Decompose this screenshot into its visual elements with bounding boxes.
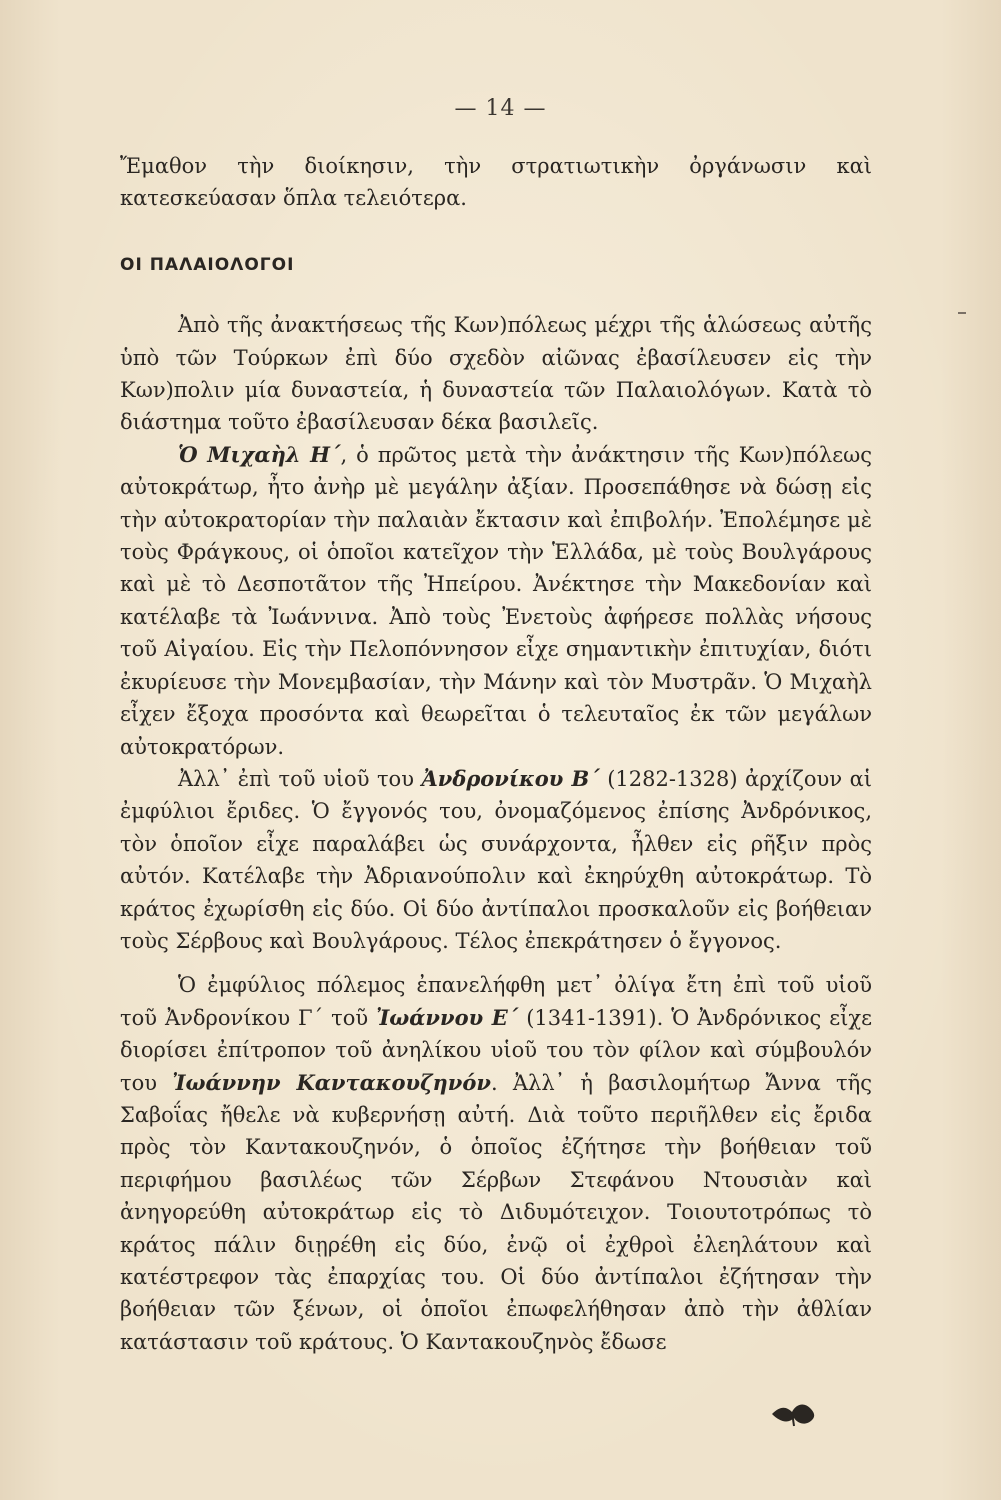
paragraph-4-middle: (1341-1391). Ὁ Ἀνδρόνικος εἶχε διορίσει ἐπίτροπον τοῦ ἀνηλίκου υἱοῦ του τὸν φίλον καὶ σύμβουλόν του (120, 1005, 872, 1095)
paragraph-1: Ἀπὸ τῆς ἀνακτήσεως τῆς Κων)πόλεως μέχρι τῆς ἁλώσεως αὐτῆς ὑπὸ τῶν Τούρκων ἐπὶ δύο σχεδὸν αἰῶνας ἐβασίλευσεν εἰς τὴν Κων)πολιν μία δυναστεία, ἡ δυναστεία τῶν Παλαιολόγων. Κατὰ τὸ διάστημα τοῦτο ἐβασίλευσαν δέκα βασιλεῖς. (120, 313, 872, 435)
paragraph-4-lead: Ὁ ἐμφύλιος πόλεμος ἐπανελήφθη μετ᾿ ὀλίγα ἔτη ἐπὶ τοῦ υἱοῦ τοῦ Ἀνδρονίκου Γ΄ τοῦ (120, 973, 872, 1030)
paragraph-2 (120, 439, 872, 763)
emperor-name-michael: Ὁ Μιχαὴλ Η΄ (178, 441, 341, 467)
paragraph-4-text: . Ἀλλ᾿ ἡ βασιλομήτωρ Ἄννα τῆς Σαβοΐας ἤθελε νὰ κυβερνήσῃ αὐτή. Διὰ τοῦτο περιῆλθεν εἰς ἔριδα πρὸς τὸν Καντακουζηνόν, ὁ ὁποῖος ἐζήτησε τὴν βοήθειαν τοῦ περιφήμου βασιλέως τῶν Σέρβων Στεφάνου Ντουσιὰν καὶ ἀνηγορεύθη αὐτοκράτωρ εἰς τὸ Διδυμότειχον. Τοιουτοτρόπως τὸ κράτος πάλιν διῃρέθη εἰς δύο, ἐνῷ οἱ ἐχθροὶ ἐλεηλάτουν καὶ κατέστρεφον τὰς ἐπαρχίας του. Οἱ δύο ἀντίπαλοι ἐζήτησαν τὴν βοήθειαν τῶν ξένων, οἱ ὁποῖοι ἐπωφελήθησαν ἀπὸ τὴν ἀθλίαν κατάστασιν τοῦ κράτους. Ὁ Καντακουζηνὸς ἔδωσε (120, 1070, 873, 1354)
name-kantakouzinos: Ἰωάννην Καντακουζηνόν (172, 1069, 491, 1095)
emperor-name-andronikos: Ἀνδρονίκου Β΄ (421, 765, 600, 791)
paragraph-3-text: (1282-1328) ἀρχίζουν αἱ ἐμφύλιοι ἔριδες. Ὁ ἔγγονός του, ὀνομαζόμενος ἐπίσης Ἀνδρόνικος, τὸν ὁποῖον εἶχε παραλάβει ὡς συνάρχοντα, ἦλθεν εἰς ρῆξιν πρὸς αὐτόν. Κατέλαβε τὴν Ἀδριανούπολιν καὶ ἐκηρύχθη αὐτοκράτωρ. Τὸ κράτος ἐχωρίσθη εἰς δύο. Οἱ δύο ἀντίπαλοι προσκαλοῦν εἰς βοήθειαν τοὺς Σέρβους καὶ Βουλγάρους. Τέλος ἐπεκράτησεν ὁ ἔγγονος. (120, 766, 872, 953)
paragraph-2-text: , ὁ πρῶτος μετὰ τὴν ἀνάκτησιν τῆς Κων)πόλεως αὐτοκράτωρ, ἦτο ἀνὴρ μὲ μεγάλην ἀξίαν. Προσεπάθησε νὰ δώσῃ εἰς τὴν αὐτοκρατορίαν τὴν παλαιὰν ἔκτασιν καὶ ἐπιβολήν. Ἐπολέμησε μὲ τοὺς Φράγκους, οἱ ὁποῖοι κατεῖχον τὴν Ἑλλάδα, μὲ τοὺς Βουλγάρους καὶ μὲ τὸ Δεσποτᾶτον τῆς Ἠπείρου. Ἀνέκτησε τὴν Μακεδονίαν καὶ κατέλαβε τὰ Ἰωάννινα. Ἀπὸ τοὺς Ἐνετοὺς ἀφήρεσε πολλὰς νήσους τοῦ Αἰγαίου. Εἰς τὴν Πελοπόννησον εἶχε σημαντικὴν ἐπιτυχίαν, διότι ἐκυρίευσε τὴν Μονεμβασίαν, τὴν Μάνην καὶ τὸν Μυστρᾶν. Ὁ Μιχαὴλ εἶχεν ἔξοχα προσόντα καὶ θεωρεῖται ὁ τελευταῖος ἐκ τῶν μεγάλων αὐτοκρατόρων. (120, 442, 873, 759)
margin-mark (958, 312, 966, 314)
intro-paragraph: Ἔμαθον τὴν διοίκησιν, τὴν στρατιωτικὴν ὀργάνωσιν καὶ κατεσκεύασαν ὅπλα τελειότερα. (120, 154, 872, 211)
printer-ornament-icon (770, 1400, 818, 1428)
emperor-name-ioannis: Ἰωάννου Ε΄ (376, 1004, 519, 1030)
page-number: — 14 — (454, 96, 547, 121)
section-heading: ΟΙ ΠΑΛΑΙΟΛΟΓΟΙ (120, 254, 295, 275)
body-text (120, 150, 872, 1358)
paragraph-4 (120, 969, 872, 1358)
paragraph-3-lead: Ἀλλ᾿ ἐπὶ τοῦ υἱοῦ του (178, 766, 422, 791)
paragraph-3 (120, 763, 872, 957)
